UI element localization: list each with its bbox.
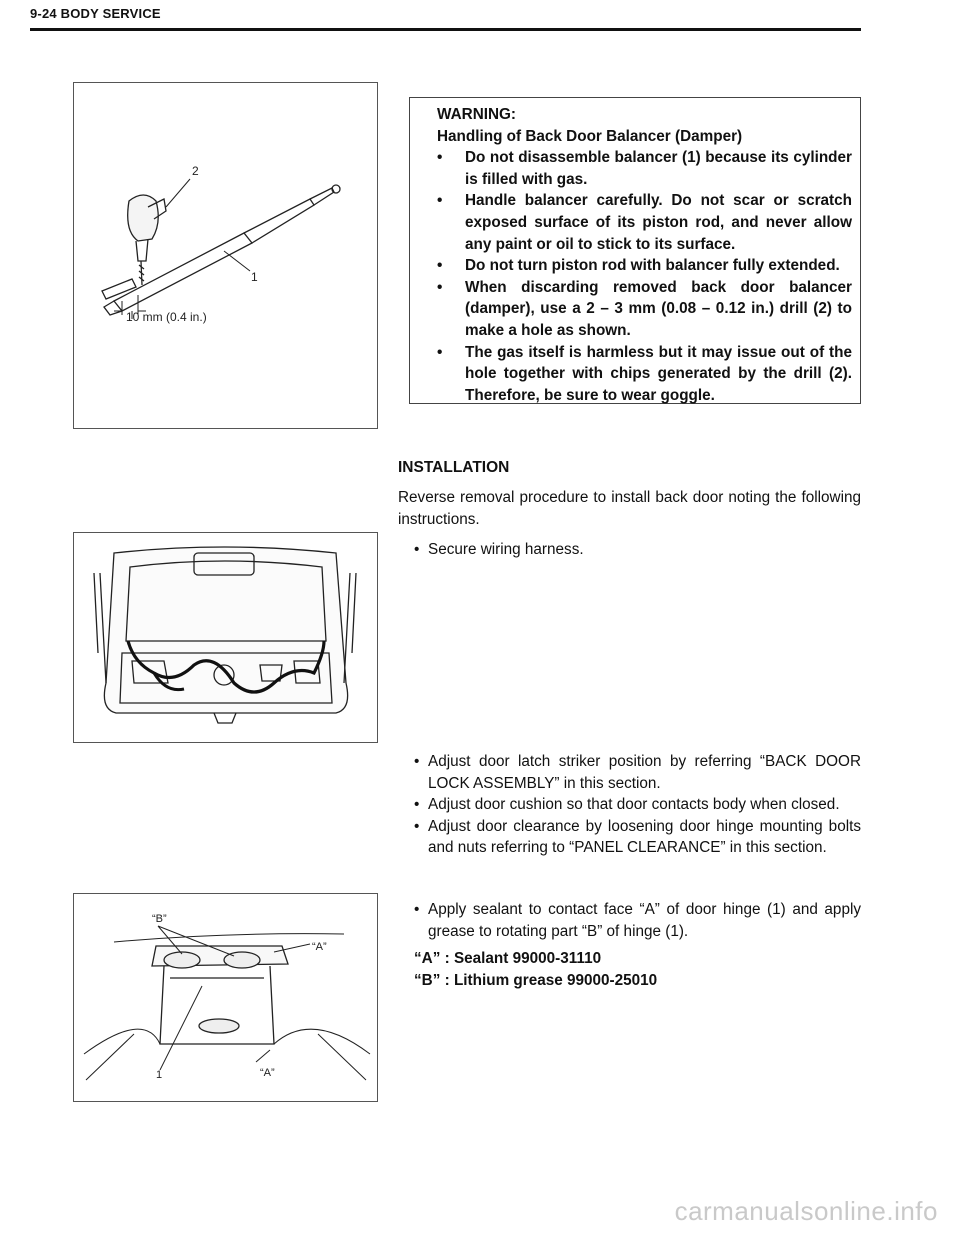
list-item: • Adjust door cushion so that door contacts body when closed. xyxy=(414,796,840,814)
figure-balancer-drill xyxy=(73,82,378,429)
spec-sealant: “A” : Sealant 99000-31110 xyxy=(414,950,602,967)
warning-item: • The gas itself is harmless but it may issue out of the hole together with chips generated by the drill (2). Therefore, be sure to wear goggle. xyxy=(437,343,852,404)
list-item: • Adjust door latch striker position by referring “BACK DOOR LOCK ASSEMBLY” in this section. xyxy=(414,753,861,792)
figure-door-hinge xyxy=(73,893,378,1102)
wiring-harness-illustration xyxy=(74,533,377,742)
step-sealant: • Apply sealant to contact face “A” of door hinge (1) and apply grease to rotating part “B” of hinge (1). xyxy=(414,899,861,942)
label-a-bottom: “A” xyxy=(260,1067,275,1079)
dimension-label: 10 mm (0.4 in.) xyxy=(126,310,207,324)
list-item: • Adjust door clearance by loosening door hinge mounting bolts and nuts referring to “PANEL CLEARANCE” in this section. xyxy=(414,817,861,857)
page-header: 9-24 BODY SERVICE xyxy=(30,6,161,21)
warning-box xyxy=(409,97,861,404)
installation-heading: INSTALLATION xyxy=(398,459,510,476)
label-b: “B” xyxy=(152,913,167,925)
watermark: carmanualsonline.info xyxy=(674,1196,938,1226)
adjust-steps-list xyxy=(414,751,861,859)
warning-subtitle: Handling of Back Door Balancer (Damper) xyxy=(437,127,743,145)
warning-title: WARNING: xyxy=(437,106,517,123)
step-wiring-text: Secure wiring harness. xyxy=(428,541,584,558)
label-a-top: “A” xyxy=(312,941,327,953)
step-wiring: • Secure wiring harness. xyxy=(414,539,861,561)
callout-balancer-number: 1 xyxy=(251,270,258,284)
warning-item: • Do not disassemble balancer (1) because its cylinder is filled with gas. xyxy=(437,149,852,188)
figure-wiring-harness xyxy=(73,532,378,743)
installation-intro: Reverse removal procedure to install back door noting the following instructions. xyxy=(398,489,861,528)
callout-drill-number: 2 xyxy=(192,164,199,178)
door-hinge-illustration xyxy=(74,894,377,1101)
callout-hinge-number: 1 xyxy=(156,1069,163,1081)
step-sealant-text: Apply sealant to contact face “A” of door hinge (1) and apply grease to rotating part “B” of hinge (1). xyxy=(428,901,861,940)
spec-grease: “B” : Lithium grease 99000-25010 xyxy=(414,972,658,989)
header-rule xyxy=(30,28,861,31)
balancer-drill-illustration xyxy=(74,83,377,428)
warning-item: • Do not turn piston rod with balancer fully extended. xyxy=(437,257,840,275)
warning-item: • When discarding removed back door balancer (damper), use a 2 – 3 mm (0.08 – 0.12 in.) drill (2) to make a hole as shown. xyxy=(437,278,852,339)
warning-item: • Handle balancer carefully. Do not scar or scratch exposed surface of its piston rod, and never allow any paint or oil to stick to its surface. xyxy=(437,192,852,253)
